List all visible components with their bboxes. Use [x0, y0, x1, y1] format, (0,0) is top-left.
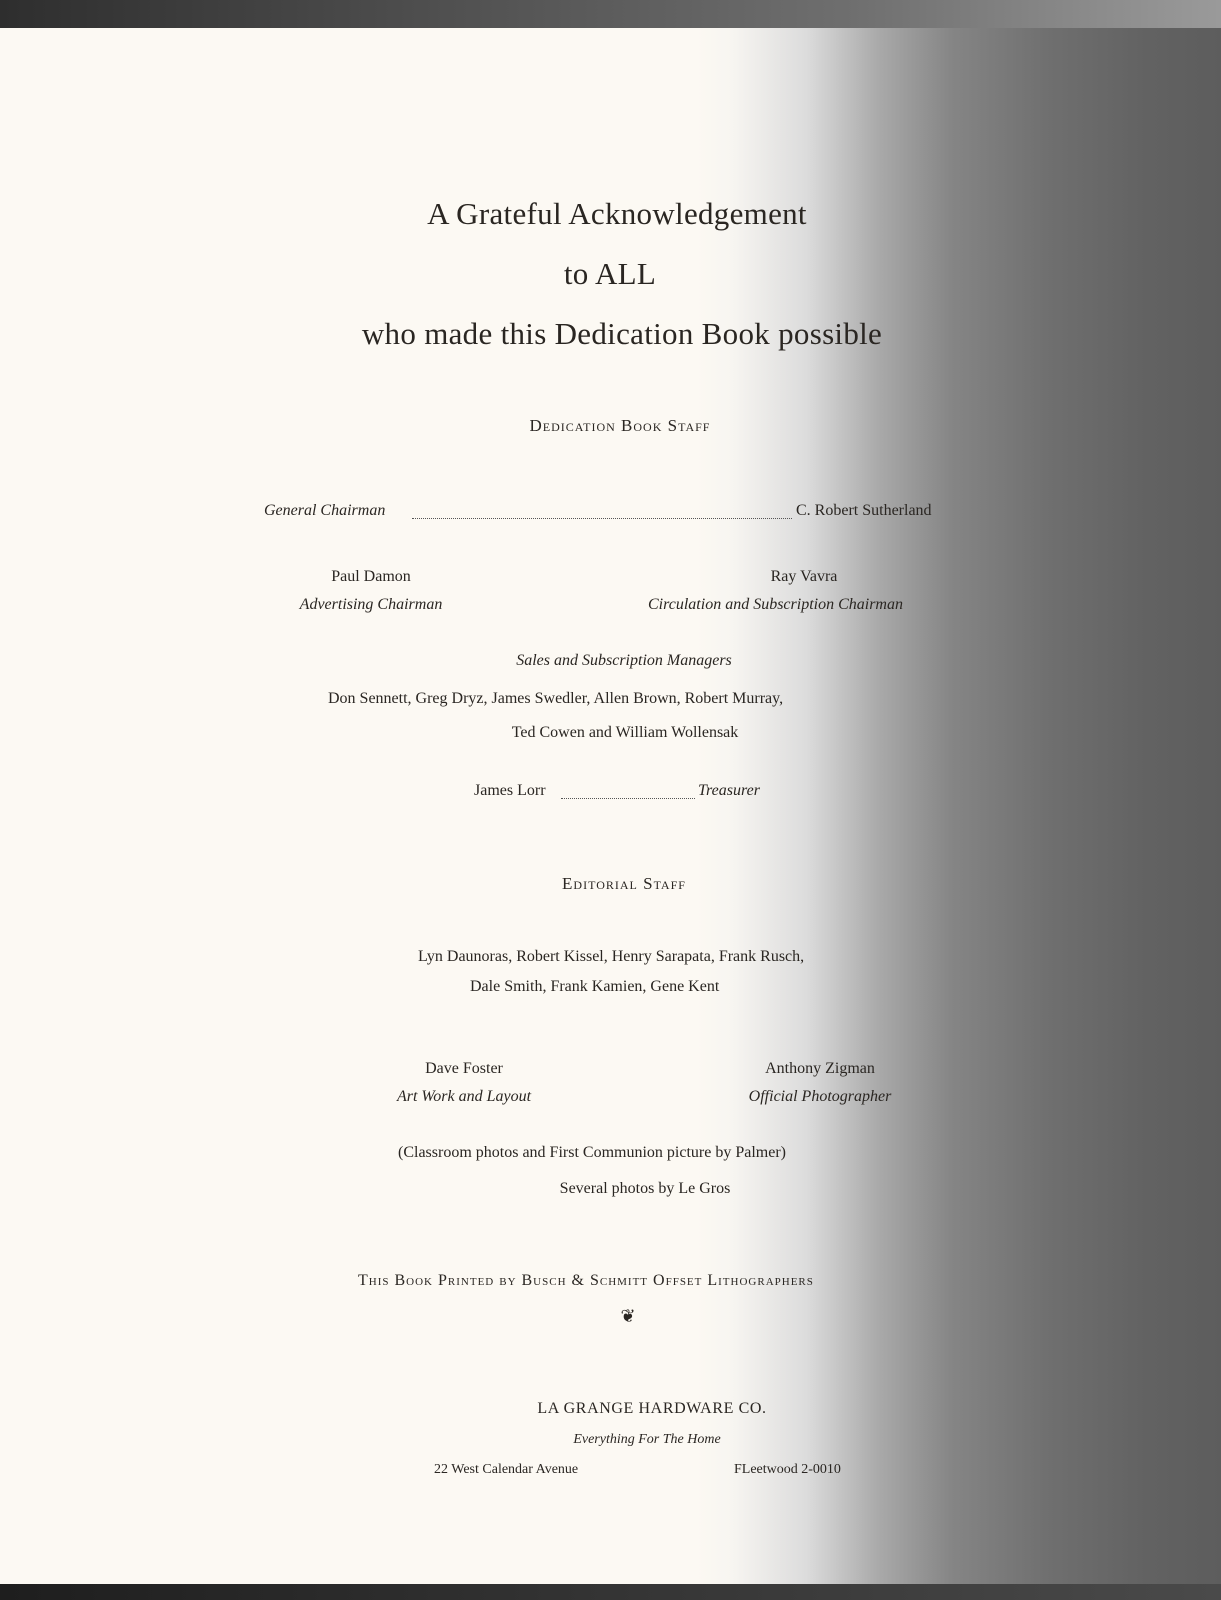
general-chairman-name: C. Robert Sutherland	[796, 502, 932, 519]
photographer-role: Official Photographer	[748, 1088, 892, 1105]
sales-managers-names-1: Don Sennett, Greg Dryz, James Swedler, Allen Brown, Robert Murray,	[328, 690, 784, 707]
printer-credit: This Book Printed by Busch & Schmitt Offset Lithographers	[358, 1272, 814, 1289]
book-page	[0, 28, 1221, 1584]
sales-managers-title: Sales and Subscription Managers	[516, 652, 732, 669]
advertiser-address: 22 West Calendar Avenue	[434, 1462, 579, 1477]
editorial-names-2: Dale Smith, Frank Kamien, Gene Kent	[470, 978, 720, 995]
advertiser-tagline: Everything For The Home	[573, 1432, 721, 1447]
advertising-chairman-role: Advertising Chairman	[299, 596, 443, 613]
sales-managers-names-2: Ted Cowen and William Wollensak	[511, 724, 739, 741]
dotted-leader	[412, 518, 792, 519]
scan-bottom-edge	[0, 1584, 1221, 1600]
heading-line-1: A Grateful Acknowledgement	[427, 196, 807, 231]
editorial-staff-title: Editorial Staff	[562, 874, 686, 893]
photographer-name: Anthony Zigman	[765, 1060, 875, 1077]
ornament-icon: ❦	[620, 1306, 636, 1326]
art-work-role: Art Work and Layout	[396, 1088, 532, 1105]
advertising-chairman-name: Paul Damon	[331, 568, 411, 585]
photo-credit-note: (Classroom photos and First Communion picture by Palmer)	[398, 1144, 786, 1161]
general-chairman-role: General Chairman	[264, 502, 386, 519]
circulation-chairman-name: Ray Vavra	[770, 568, 838, 585]
heading-line-3: who made this Dedication Book possible	[361, 316, 883, 351]
dedication-staff-title: Dedication Book Staff	[529, 416, 711, 435]
editorial-names-1: Lyn Daunoras, Robert Kissel, Henry Sarapata, Frank Rusch,	[418, 948, 805, 965]
advertiser-phone: FLeetwood 2-0010	[734, 1462, 841, 1477]
scan-top-edge	[0, 0, 1221, 28]
circulation-chairman-role: Circulation and Subscription Chairman	[648, 596, 903, 613]
treasurer-name: James Lorr	[474, 782, 546, 799]
art-work-name: Dave Foster	[425, 1060, 503, 1077]
heading-line-2: to ALL	[563, 256, 657, 291]
treasurer-role: Treasurer	[698, 782, 760, 799]
dotted-leader	[561, 798, 695, 799]
photo-credit-legros: Several photos by Le Gros	[559, 1180, 731, 1197]
advertiser-name: LA GRANGE HARDWARE CO.	[537, 1400, 767, 1417]
